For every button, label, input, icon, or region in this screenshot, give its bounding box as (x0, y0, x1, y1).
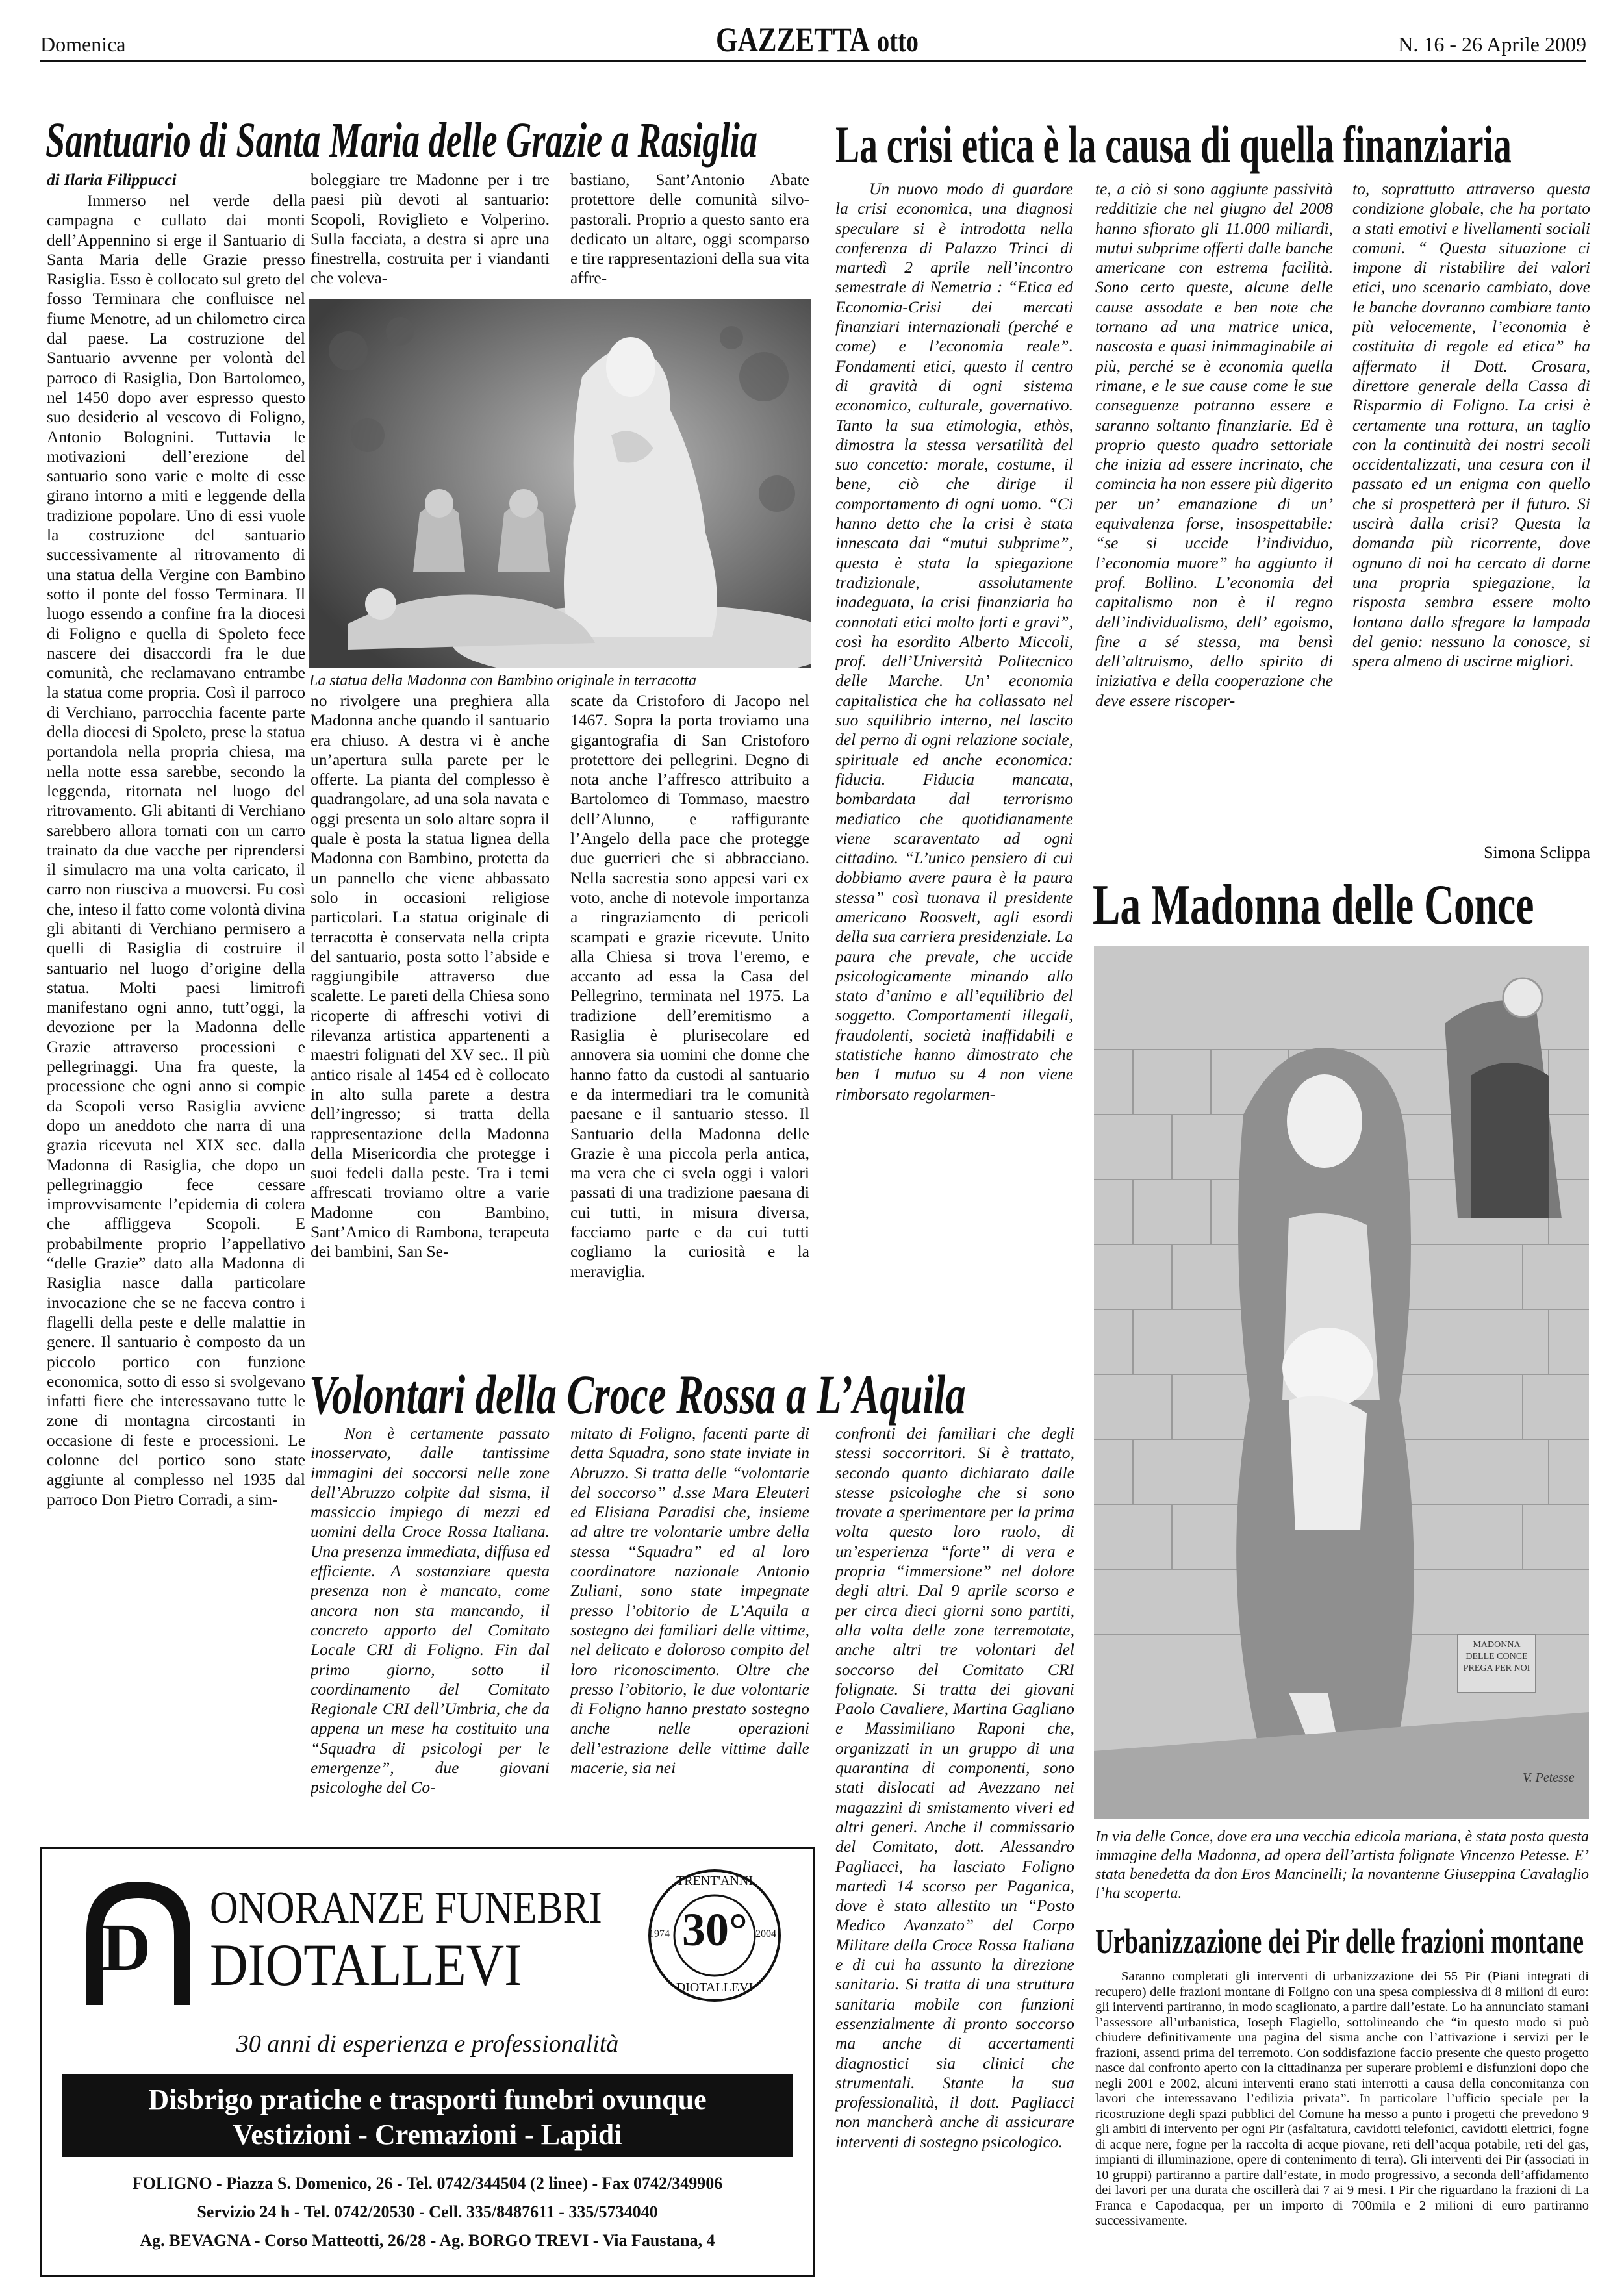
santuario-title: Santuario di Santa Maria delle Grazie a Rasiglia (45, 113, 758, 168)
header-rule (40, 60, 1586, 62)
conce-title: La Madonna delle Conce (1093, 874, 1534, 937)
ad-logo-letter: D (102, 1910, 151, 1985)
santuario-photo (309, 299, 811, 668)
madonna-statue-image (309, 299, 811, 668)
ad-banner2: Vestizioni - Cremazioni - Lapidi (233, 2119, 622, 2151)
conce-photo (1094, 946, 1589, 1819)
ad-banner1: Disbrigo pratiche e trasporti funebri ovunque (148, 2084, 707, 2115)
santuario-photo-caption: La statua della Madonna con Bambino originale in terracotta (309, 672, 696, 689)
ad-line1: ONORANZE FUNEBRI (210, 1883, 602, 1933)
ad-seal-top: TRENT'ANNI (676, 1874, 754, 1888)
santuario-col3-bottom: scate da Cristoforo di Jacopo nel 1467. Sopra la porta troviamo una gigantografia di San Cristoforo protettore dei pellegrini. Degno di nota anche l’affresco attribuito a Bartolomeo di Tommaso, maestro dell’Alunno, e raffigurante l’Angelo della pace che protegge due guerrieri che si abbracciano. Nella sacrestia sono appesi vari ex voto, anche di notevole importanza a ringraziamento di pericoli scampati e grazie ricevute. Unito alla Chiesa si trova l’eremo, e accanto ad essa la Casa del Pellegrino, terminata nel 1975. La tradizione dell’eremitismo a Rasiglia è plurisecolare ed annovera sia uomini che donne che hanno fatto da custodi al santuario e da intermediari tra le comunità paesane e il santuario stesso. Il Santuario della Madonna delle Grazie è una piccola perla antica, ma vera che ci svela oggi i valori passati di una tradizione paesana di cui tutti, in misura diversa, facciamo parte e da cui tutti cogliamo la curiosità e la meraviglia. (570, 691, 809, 1281)
ad-banner (62, 2074, 793, 2157)
crisi-author: Simona Sclippa (1484, 843, 1590, 862)
ad-contact3: Ag. BEVAGNA - Corso Matteotti, 26/28 - Ag. BORGO TREVI - Via Faustana, 4 (140, 2231, 715, 2250)
santuario-byline: di Ilaria Filippucci (47, 170, 177, 189)
volontari-col3: confronti dei familiari che degli stessi soccorritori. Si è trattato, secondo quanto dichiarato dalle stesse psicologhe che si sono trovate a sperimentare per la prima volta questo loro ruolo, di un’esperienza “forte” di vera e propria “immersione” nel dolore degli altri. Dal 9 aprile scorso e per circa dieci giorni sono partiti, alla volta delle zone terremotate, anche altri tre volontari del soccorso del Comitato CRI folignate. Si tratta dei giovani Paolo Cavaliere, Martina Gagliano e Massimiliano Raponi che, organizzati in un gruppo di una quarantina di componenti, sono stati dislocati ad Avezzano nei magazzini di smistamento viveri ed altri generi. Anche il commissario del Comitato, dott. Alessandro Pagliacci, ha lasciato Foligno martedì 14 scorso per Paganica, dove è stato allestito un “Posto Medico Avanzato” del Corpo Militare della Croce Rossa Italiana e di cui ha assunto la direzione sanitaria. Si tratta di una struttura sanitaria mobile con funzioni essenzialmente di pronto soccorso ma anche di accertamenti diagnostici sia clinici che strumentali. Stante la sua professionalità, il dott. Pagliacci non mancherà anche di assicurare interventi di sostegno psicologico. (835, 1424, 1074, 2151)
santuario-col2-top: boleggiare tre Madonne per i tre paesi più devoti al santuario: Scopoli, Roviglieto e Volperino. Sulla facciata, a destra si apre una finestrella, costruita per i viandanti che voleva- (311, 170, 550, 288)
ad-line2: DIOTALLEVI (210, 1932, 522, 1998)
ad-seal-year-right: 2004 (755, 1928, 776, 1939)
ad-tagline: 30 anni di esperienza e professionalità (236, 2030, 619, 2058)
volontari-col2: mitato di Foligno, facenti parte di detta Squadra, sono state inviate in Abruzzo. Si tratta delle “volontarie del soccorso” d.sse Mara Eleuteri ed Elisiana Paradisi che, insieme ad altre tre volontarie umbre della stessa “Squadra” ed al loro coordinatore nazionale Antonio Zuliani, sono state impegnate presso l’obitorio de L’Aquila a sostegno dei familiari delle vittime, nel delicato e doloroso compito del loro riconoscimento. Oltre che presso l’obitorio, le due volontarie di Foligno hanno prestato sostegno anche nelle operazioni dell’estrazione delle vittime dalle macerie, sia nei (570, 1424, 809, 1778)
ad-contact2: Servizio 24 h - Tel. 0742/20530 - Cell. 335/8487611 - 335/5734040 (197, 2202, 658, 2221)
conce-signature: V. Petesse (1523, 1771, 1575, 1785)
crisi-col2: te, a ciò si sono aggiunte passività redditizie che nel giugno del 2008 hanno sfiorato gli 11.000 miliardi, mutui subprime offerti dalle banche americane con estrema facilità. Sono certo queste, alcune delle cause assodate e ben note che tornano ad una matrice unica, nascosta e quasi inimmaginabile ai più, perché se è economia quella rimane, e le sue cause come le sue conseguenze potranno essere e saranno soltanto finanziarie. Ed è proprio questo quadro settoriale che inizia ad essere incrinato, che comincia ha non essere più digerito per un’ emanazione di un’ equivalenza forse, insospettabile: “se si uccide l’individuo, l’economia muore” ha aggiunto il prof. Bollino. L’economia del capitalismo non è il regno dell’individualismo, dell’ egoismo, fine a sé stessa, ma bensì dell’altruismo, dello spirito di iniziativa e della cooperazione che deve essere riscoper- (1095, 179, 1333, 710)
ad-contact1: FOLIGNO - Piazza S. Domenico, 26 - Tel. 0742/344504 (2 linee) - Fax 0742/349906 (132, 2174, 723, 2193)
conce-caption: In via delle Conce, dove era una vecchia edicola mariana, è stata posta questa immagine della Madonna, ad opera dell’artista folignate Vincenzo Petesse. E’ stata benedetta da don Eros Mancinelli; la novantenne Giuseppina Cavalaglio l’ha scoperta. (1095, 1828, 1589, 1902)
page-header (40, 19, 1586, 58)
santuario-col2-bottom: no rivolgere una preghiera alla Madonna anche quando il santuario era chiuso. A destra vi è anche un’apertura sulla parete per le offerte. La pianta del complesso è quadrangolare, ad una sola navata e oggi presenta un solo altare sopra il quale è posta la statua lignea della Madonna con Bambino, protetta da un pannello che viene abbassato solo in occasioni religiose particolari. La statua originale di terracotta è conservata nella cripta del santuario, posta sotto l’abside e raggiungibile attraverso due scalette. Le pareti della Chiesa sono ricoperte di affreschi votivi di rilevanza artistica appartenenti a maestri folignati del XV sec.. Il più antico risale al 1454 ed è collocato in alto sulla parete a destra dell’ingresso; si tratta della rappresentazione della Madonna della Misericordia che protegge i suoi fedeli dalla peste. Tra i temi affrescati troviamo oltre a varie Madonne con Bambino, Sant’Amico di Rambona, terapeuta dei bambini, San Se- (311, 691, 550, 1261)
funeral-ad (40, 1847, 815, 2277)
volontari-title: Volontari della Croce Rossa a L’Aquila (309, 1363, 966, 1426)
crisi-col3: to, soprattutto attraverso questa condizione globale, che ha portato a stati emotivi e livellamenti sociali comuni. “ Questa situazione ci impone di ristabilire dei valori etici, uno scenario cambiato, dove le banche dovranno cambiare tanto più velocemente, l’economia è costituita di regole ed etica” ha affermato il Dott. Crosara, direttore generale della Cassa di Risparmio di Foligno. La crisi è certamente una rottura, un taglio con la continuità dei nostri secoli occidentalizzati, una cesura con il passato ed un enigma con quello che si prospetterà per il futuro. Si uscirà dalla crisi? Questa la domanda più ricorrente, dove ognuno di noi ha cercato di darne una propria spiegazione, la risposta sembra essere molto lontana dallo sfregare la lampada del genio: nessuno la conosce, si spera almeno di uscirne migliori. (1352, 179, 1590, 671)
crisi-col1: Un nuovo modo di guardare la crisi economica, una diagnosi speculare si è introdotta nella conferenza di Palazzo Trinci di martedì 2 aprile nell’incontro semestrale di Nemetria : “Etica ed Economia-Crisi dei mercati finanziari internazionali (perché e come) e l’economia reale”. Fondamenti etici, questo il centro di gravità di ogni sistema economico, culturale, governativo. Tanto la sua etimologia, ethòs, dimostra la stessa versatilità del suo concetto: morale, costume, il bene, ciò che dirige il comportamento di ogni uomo. “Ci hanno detto che la crisi è stata innescata dai “mutui subprime”, questa è stata la spiegazione tradizionale, assolutamente inadeguata, la crisi finanziaria ha connotati etici molto forti e gravi”, così ha esordito Alberto Miccoli, prof. dell’Università Politecnico delle Marche. Un’ economia capitalistica che ha collassato nel suo squilibrio interno, nel lascito del perno di ogni relazione sociale, spirituale ed anche economica: fiducia. Fiducia mancata, bombardata dal terrorismo mediatico che quotidianamente viene scaraventato ad ogni cittadino. “L’unico pensiero di cui dobbiamo avere paura è la paura stessa” così tuonava il presidente americano Roosvelt, agli esordi della sua carriera presidenziale. La paura che prevale, che uccide psicologicamente minando allo stato d’animo e all’equilibrio del soggetto. Comportamenti illegali, fraudolenti, società inaffidabili e statistiche hanno dimostrato che ben 1 mutuo su 4 non viene rimborsato regolarmen- (835, 179, 1073, 1104)
pir-body: Saranno completati gli interventi di urbanizzazione dei 55 Pir (Piani integrati di recupero) delle frazioni montane di Foligno con una spesa complessiva di 8 milioni di euro: gli interventi partiranno, in modo scaglionato, a partire dall’estate. Lo ha annunciato stamani l’assessore all’urbanistica, Joseph Flagiello, sottolineando che “in questo modo si può chiudere definitivamente una pagina del sisma anche con l’attivazione i servizi per le frazioni, assenti prima del terremoto. Con soddisfazione faccio presente che questo progetto nasce dal confronto aperto con la cittadinanza per superare problemi e disfunzioni dopo che negli 2001 e 2002, alcuni interventi erano stati interrotti a causa della concomitanza con lavori che interessavano l’edilizia privata”. In particolare l’ufficio speciale per la ricostruzione degli spazi pubblici del Comune ha messo a punto i progetti che prevedono 9 gli ambiti di intervento per ogni Pir (asfaltatura, cavidotti telefonici, cavidotti elettrici, fogne di acque nere, fogne per la raccolta di acque piovane, reti dell’acqua potabile, reti del gas, impianti di illuminazione, opere di contenimento di terra). Gli interventi dei Pir (associati in 10 gruppi) partiranno a partire dall’estate, in modo progressivo, a seconda dell’affidamento dei lavori per una durata che oscillerà dai 7 ai 9 mesi. I Pir che riguardano la frazioni di La Franca e Capodacqua, per un importo di 700mila e 2 milioni di euro partiranno successivamente. (1095, 1969, 1589, 2228)
madonna-painting-image (1094, 946, 1589, 1819)
santuario-col3-top: bastiano, Sant’Antonio Abate protettore delle comunità silvo-pastorali. Proprio a questo santo era dedicato un altare, oggi scomparso e tire rappresentazioni della sua vita affre- (570, 170, 809, 288)
ad-seal-year-left: 1974 (649, 1928, 670, 1939)
volontari-col1: Non è certamente passato inosservato, dalle tantissime immagini dei soccorsi nelle zone dell’Abruzzo colpite dal sisma, il massiccio impiego di mezzi ed uomini della Croce Rossa Italiana. Una presenza immediata, diffusa ed efficiente. A sostanziare questa presenza non è mancato, come ancora non sta mancando, il concreto apporto del Comitato Locale CRI di Foligno. Fin dal primo giorno, sotto il coordinamento del Comitato Regionale CRI dell’Umbria, che da appena un mese ha costituito una “Squadra di psicologi per le emergenze”, due giovani psicologhe del Co- (311, 1424, 550, 1797)
masthead-sub: otto (877, 24, 919, 58)
crisi-title: La crisi etica è la causa di quella finanziaria (835, 115, 1512, 174)
header-issue: N. 16 - 26 Aprile 2009 (1398, 32, 1586, 56)
masthead (716, 19, 929, 60)
masthead-main: GAZZETTA (716, 20, 870, 59)
ad-seal-bottom: DIOTALLEVI (676, 1980, 754, 1995)
conce-plaque-text: MADONNA DELLE CONCE PREGA PER NOI (1463, 1640, 1530, 1673)
santuario-col1: Immerso nel verde della campagna e cullato dai monti dell’Appennino si erge il Santuario di Santa Maria delle Grazie presso Rasiglia. Esso è collocato sul greto del fosso Terminara che confluisce nel fiume Menotre, ad un chilometro circa dal paese. La costruzione del Santuario avvenne per volontà del parroco di Rasiglia, Don Bartolomeo, nel 1450 dopo aver espresso questo suo desiderio al vescovo di Foligno, Antonio Bolognini. Tuttavia le motivazioni dell’erezione del santuario sono varie e molte di esse girano intorno a miti e leggende della tradizione popolare. Uno di essi vuole la costruzione del santuario successivamente al ritrovamento di una statua della Vergine con Bambino sotto il ponte del fosso Terminara. Il luogo essendo a confine fra la diocesi di Foligno e quella di Spoleto fece nascere dei disaccordi fra le due comunità, che reclamavano entrambe la statua come propria. Così il parroco di Verchiano, parrocchia facente parte della diocesi di Spoleto, prese la statua portandola nella propria chiesa, ma nella notte essa sarebbe, secondo la leggenda, ritornata nel luogo del ritrovamento. Gli abitanti di Verchiano sarebbero allora tornati con un carro trainato da due vacche per riprendersi il simulacro ma una volta caricato, il carro non riusciva a muoversi. Fu così che, inteso il fatto come volontà divina gli abitanti di Verchiano permisero a quelli di Rasiglia di costruire il santuario nel luogo d’origine della statua. Molti paesi limitrofi manifestano ogni anno, tutt’oggi, la devozione per la Madonna delle Grazie attraverso processioni e pellegrinaggi. Una fra queste, la processione che ogni anno si compie da Scopoli verso Rasiglia avviene dopo un aneddoto che narra di una grazia ricevuta nel XIX sec. dalla Madonna di Rasiglia, che dopo un pellegrinaggio fece cessare improvvisamente l’epidemia di colera che affliggeva Scopoli. E probabilmente proprio l’appellativo “delle Grazie” dato alla Madonna di Rasiglia nasce dalla particolare invocazione che se ne faceva contro i flagelli della peste e delle malattie in genere. Il santuario è composto da un piccolo portico con funzione economica, sotto di esso si svolgevano infatti fiere che interessavano tutte le zone di montagna circostanti in occasione di feste e processioni. Le colonne del portico sono state aggiunte al complesso nel 1935 dal parroco Don Pietro Corradi, a sim- (47, 191, 305, 1509)
header-day: Domenica (40, 32, 126, 56)
ad-seal-number: 30° (682, 1904, 748, 1956)
pir-title: Urbanizzazione dei Pir delle frazioni montane (1095, 1922, 1584, 1961)
